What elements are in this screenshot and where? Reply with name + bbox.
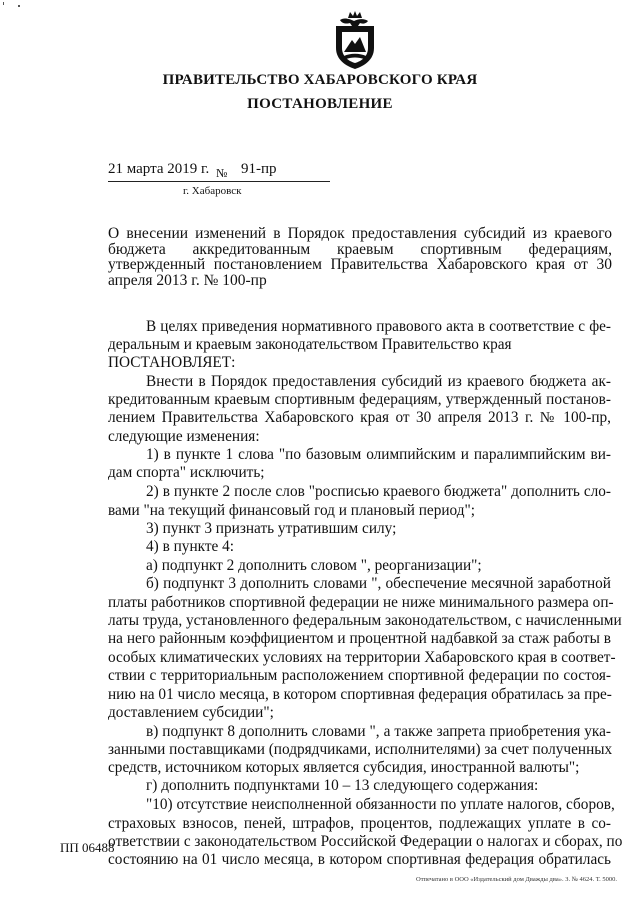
document-code: ПП 06488 <box>60 840 115 855</box>
body-line: средств, источником которых является субсидия, иностранной валюты"; <box>108 759 580 776</box>
body-line: деральным и краевым законодательством Правительство края <box>108 336 512 353</box>
body-line: особых климатических условиях на территории Хабаровского края в соответ- <box>108 649 616 666</box>
body-line: на него районным коэффициентом и процентной надбавкой за стаж работы в <box>108 630 611 647</box>
body-line: "10) отсутствие неисполненной обязанности по уплате налогов, сборов, <box>146 796 615 813</box>
number-sign: № <box>216 166 228 180</box>
body-line: следующие изменения: <box>108 428 260 445</box>
date-underline <box>108 181 330 182</box>
printer-imprint: Отпечатано в ООО «Издательский дом Дважды два». З. № 4624. Т. 5000. <box>416 876 617 883</box>
body-line: 3) пункт 3 признать утратившим силу; <box>146 520 397 537</box>
document-type: ПОСТАНОВЛЕНИЕ <box>247 96 393 112</box>
body-line: ответствии с законодательством Российской Федерации о налогах и сборах, по <box>108 833 623 850</box>
coat-of-arms-icon <box>330 10 380 70</box>
body-line: занными поставщиками (подрядчиками, исполнителями) за счет полученных <box>108 741 613 758</box>
body-line: лением Правительства Хабаровского края от 30 апреля 2013 г. № 100-пр, <box>108 409 611 426</box>
body-line: Внести в Порядок предоставления субсидий из краевого бюджета ак- <box>146 373 611 390</box>
government-title: ПРАВИТЕЛЬСТВО ХАБАРОВСКОГО КРАЯ <box>162 72 478 88</box>
body-line: дам спорта" исключить; <box>108 464 265 481</box>
body-line: страховых взносов, пеней, штрафов, процентов, подлежащих уплате в со- <box>108 815 611 832</box>
body-line: в) подпункт 8 дополнить словами ", а также запрета приобретения ука- <box>146 723 611 740</box>
body-line: ПОСТАНОВЛЯЕТ: <box>108 354 236 371</box>
body-line: 4) в пункте 4: <box>146 538 235 555</box>
body-line: а) подпункт 2 дополнить словом ", реорганизации"; <box>146 557 482 574</box>
body-line: ствии с территориальным расположением спортивной федерации по состоя- <box>108 667 611 684</box>
body-line: вами "на текущий финансовый год и плановый период"; <box>108 502 476 519</box>
scan-speck <box>18 5 20 7</box>
body-line: В целях приведения нормативного правового акта в соответствие с фе- <box>146 318 611 335</box>
body-line: нию на 01 число месяца, в котором спортивная федерация обратилась за пре- <box>108 686 612 703</box>
document-city: г. Хабаровск <box>183 185 242 197</box>
body-line: б) подпункт 3 дополнить словами ", обеспечение месячной заработной <box>146 575 611 592</box>
body-line: кредитованным краевым спортивным федерациям, утвержденный постанов- <box>108 391 611 408</box>
scan-speck <box>3 2 4 5</box>
body-line: состоянию на 01 число месяца, в котором спортивная федерация обратилась <box>108 851 611 868</box>
body-line: доставлением субсидии"; <box>108 704 274 721</box>
body-line: 1) в пункте 1 слова "по базовым олимпийским и паралимпийским ви- <box>146 446 611 463</box>
body-line: латы труда, установленного федеральным законодательством, с начисленными <box>108 612 622 629</box>
body-line: платы работников спортивной федерации не ниже минимального размера оп- <box>108 594 614 611</box>
document-number: 91-пр <box>241 161 277 177</box>
body-line: 2) в пункте 2 после слов "росписью краевого бюджета" дополнить сло- <box>146 483 611 500</box>
document-subject: О внесении изменений в Порядок предоставления субсидий из краевого бюджета аккредитованным краевым спортивным федерациям, утвержденный постановлением Правительства Хабаровского края от 30 апреля 2013 г. № 100-пр <box>108 225 612 289</box>
body-line: г) дополнить подпунктами 10 – 13 следующего содержания: <box>146 777 539 794</box>
document-date: 21 марта 2019 г. <box>108 161 210 177</box>
